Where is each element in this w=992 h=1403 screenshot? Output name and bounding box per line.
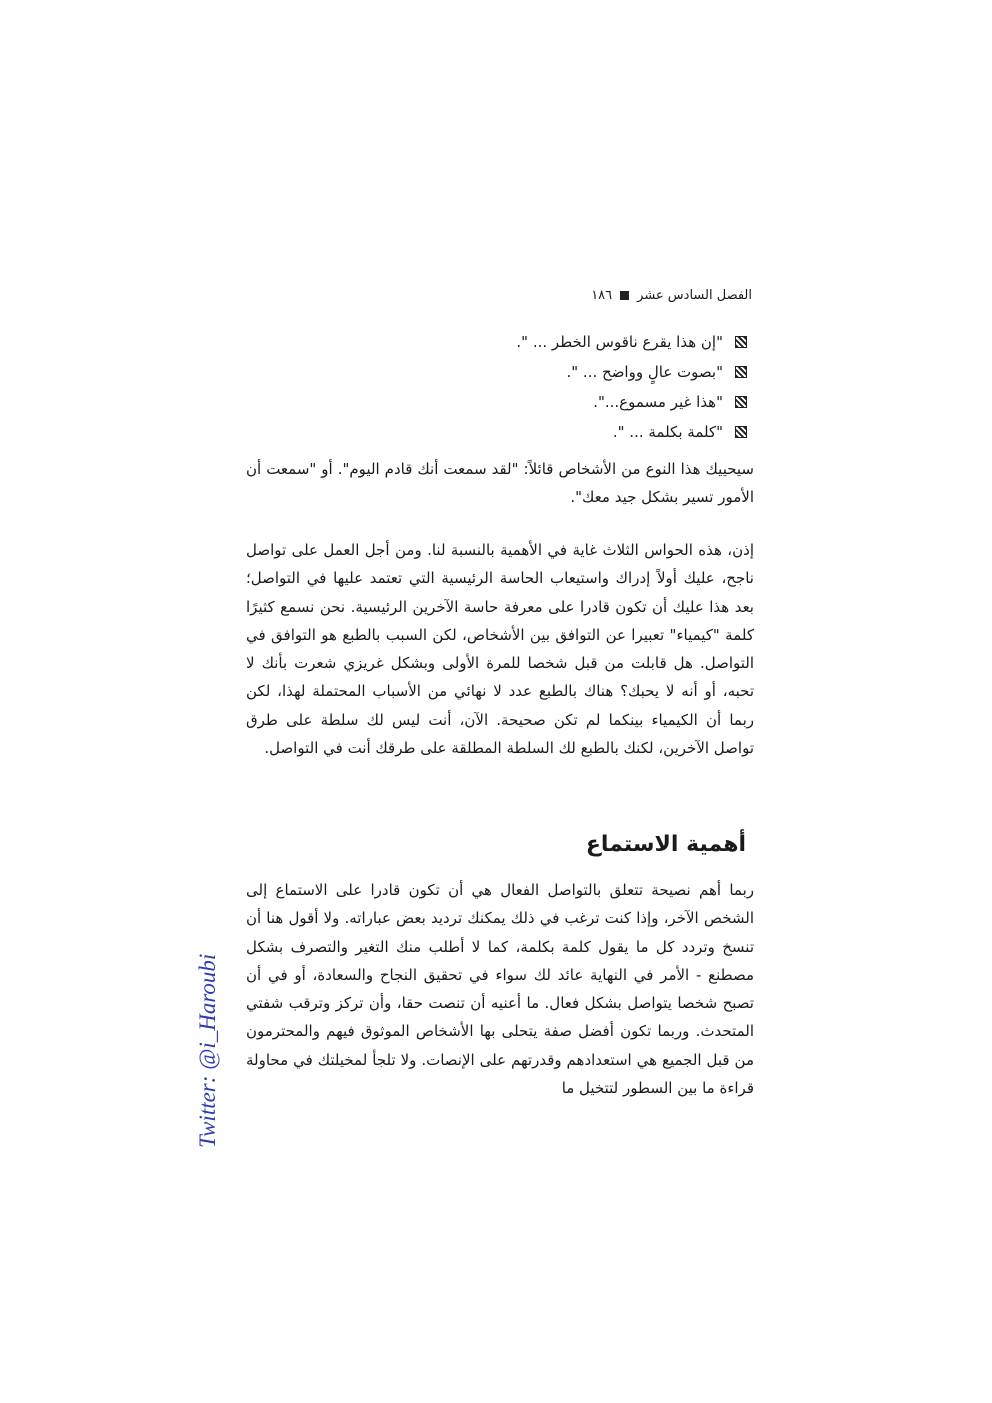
section-heading: أهمية الاستماع xyxy=(585,832,746,857)
paragraph-listening: ربما أهم نصيحة تتعلق بالتواصل الفعال هي أن تكون قادرا على الاستماع إلى الشخص الآخر، وإذا كنت ترغب في ذلك يمكنك ترديد بعض عباراته. ولا أقول هنا أن تنسخ وتردد كل ما يقول كلمة بكلمة، كما لا أطلب منك التغير والتصرف بشكل مصطنع - الأمر في النهاية عائد لك سواء في تحقيق النجاح والسعادة، أو في أن تصبح شخصا يتواصل بشكل فعال. ما أعنيه أن تنصت حقا، وأن تركز وترقب شفتي المتحدث. وربما تكون أفضل صفة يتحلى بها الأشخاص الموثوق فيهم والمحترمون من قبل الجميع هي استعدادهم وقدرتهم على الإنصات. ولا تلجأ لمخيلتك في محاولة قراءة ما بين السطور لتتخيل ما xyxy=(246,881,754,1098)
bullet-icon xyxy=(735,366,747,378)
list-item-text: "كلمة بكلمة ... ". xyxy=(612,423,723,441)
chapter-title: الفصل السادس عشر xyxy=(637,288,752,303)
bullet-icon xyxy=(735,426,747,438)
list-item xyxy=(516,417,747,447)
list-item-text: "إن هذا يقرع ناقوس الخطر ... ". xyxy=(516,333,723,351)
bullet-icon xyxy=(735,336,747,348)
list-item xyxy=(516,387,747,417)
quote-bullet-list xyxy=(516,327,747,447)
list-item xyxy=(516,357,747,387)
page-number: ١٨٦ xyxy=(591,288,613,303)
header-square-icon xyxy=(620,291,629,300)
list-item-text: "هذا غير مسموع...". xyxy=(593,393,723,411)
paragraph-greeting: سيحييك هذا النوع من الأشخاص قائلاً: "لقد سمعت أنك قادم اليوم". أو "سمعت أن الأمور تسير بشكل جيد معك". xyxy=(246,460,754,507)
list-item xyxy=(516,327,747,357)
list-item-text: "بصوت عالٍ وواضح ... ". xyxy=(566,363,723,381)
page-header xyxy=(560,288,752,303)
twitter-watermark: Twitter: @i_Haroubi xyxy=(195,953,220,1148)
paragraph-three-senses: إذن، هذه الحواس الثلاث غاية في الأهمية بالنسبة لنا. ومن أجل العمل على تواصل ناجح، عليك أولاً إدراك واستيعاب الحاسة الرئيسية التي تعتمد عليها في التواصل؛ بعد هذا عليك أن تكون قادرا على معرفة حاسة الآخرين الرئيسية. نحن نسمع كثيرًا كلمة "كيمياء" تعبيرا عن التوافق بين الأشخاص، لكن السبب بالطبع هو التوافق في التواصل. هل قابلت من قبل شخصا للمرة الأولى وبشكل غريزي شعرت بأنك لا تحبه، أو أنه لا يحبك؟ هناك بالطبع عدد لا نهائي من الأسباب المحتملة لهذا، لكن ربما أن الكيمياء بينكما لم تكن صحيحة. الآن، أنت ليس لك سلطة على طرق تواصل الآخرين، لكنك بالطبع لك السلطة المطلقة على طرقك أنت في التواصل. xyxy=(246,541,754,758)
bullet-icon xyxy=(735,396,747,408)
